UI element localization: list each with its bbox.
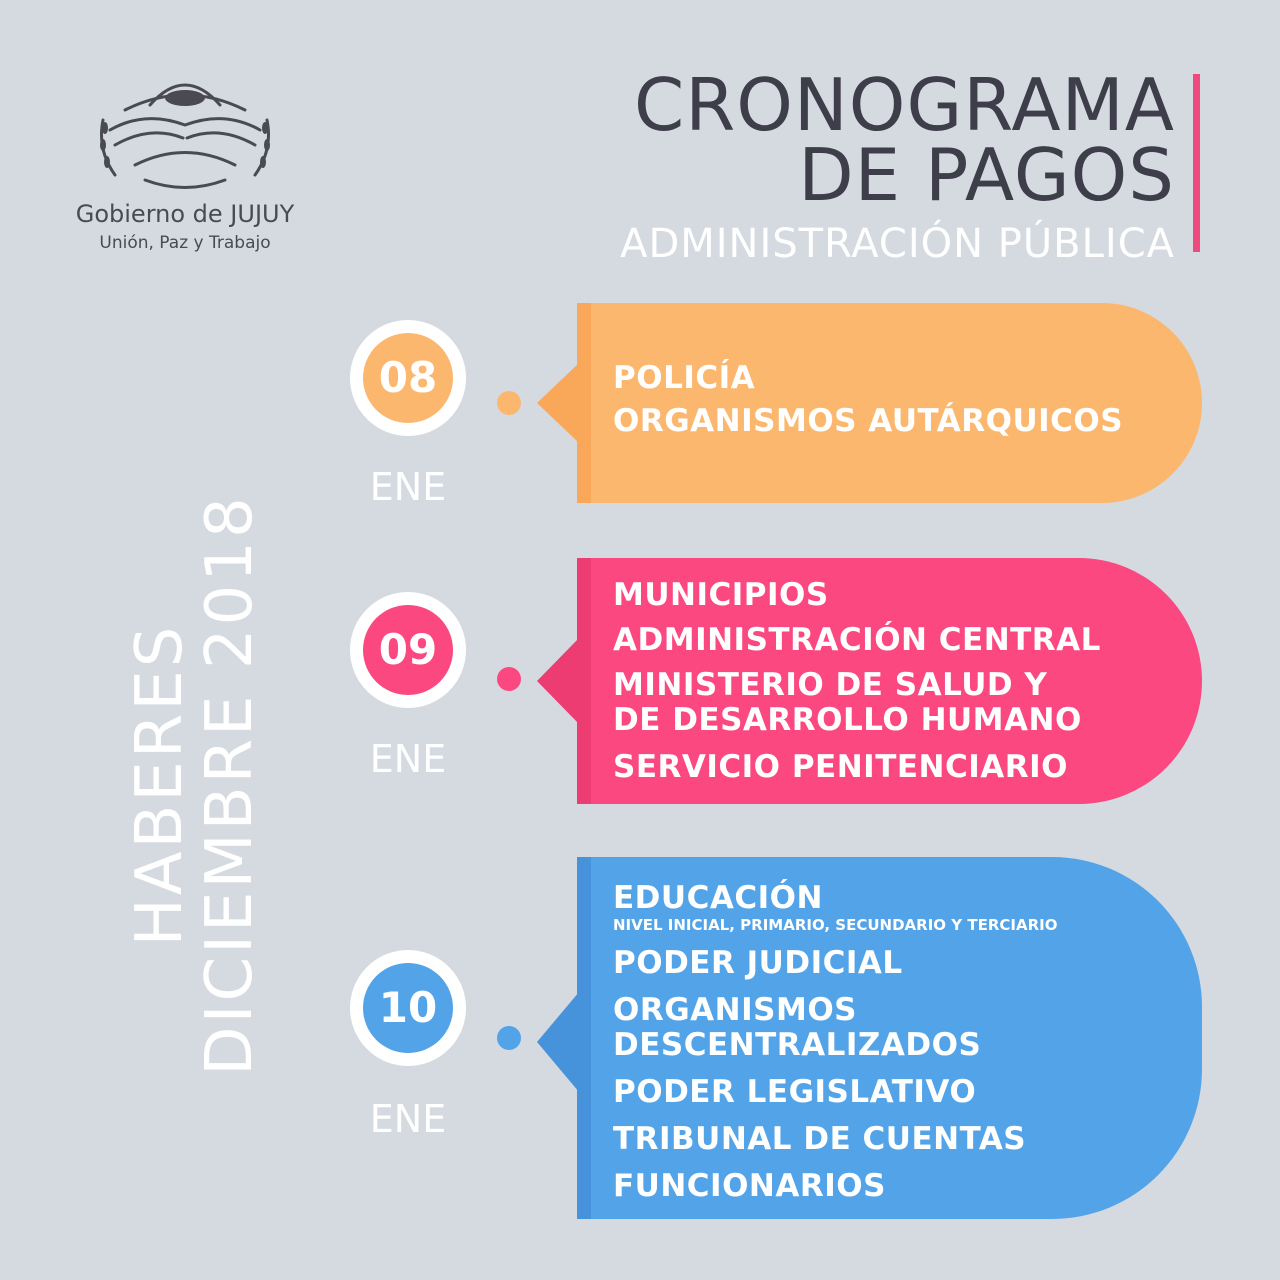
title-accent-bar — [1193, 74, 1200, 252]
handshake-emblem-icon — [95, 70, 275, 200]
list-item: MUNICIPIOS — [613, 577, 829, 613]
list-item: DE DESARROLLO HUMANO — [613, 702, 1082, 738]
date-circle-3 — [350, 950, 466, 1066]
list-item: DESCENTRALIZADOS — [613, 1027, 982, 1063]
schedule-card-3 — [577, 857, 1202, 1219]
card-items — [613, 361, 1162, 439]
month-label: ENE — [369, 465, 447, 509]
connector-dot — [497, 391, 521, 415]
card-stripe — [577, 558, 591, 804]
connector-dot — [497, 667, 521, 691]
schedule-card-1 — [577, 303, 1202, 503]
page-title-line2: DE PAGOS — [798, 133, 1175, 217]
list-item: SERVICIO PENITENCIARIO — [613, 749, 1069, 785]
card-stripe — [577, 857, 591, 1219]
day-number: 08 — [363, 333, 453, 423]
list-item: PODER JUDICIAL — [613, 945, 903, 981]
list-item: ADMINISTRACIÓN CENTRAL — [613, 622, 1101, 658]
card-stripe — [577, 303, 591, 503]
card-items — [613, 578, 1162, 785]
day-number: 09 — [363, 605, 453, 695]
list-item: ORGANISMOS — [613, 992, 857, 1028]
connector-dot — [497, 1026, 521, 1050]
list-item: FUNCIONARIOS — [613, 1168, 886, 1204]
month-label: ENE — [369, 1097, 447, 1141]
schedule-card-2 — [577, 558, 1202, 804]
logo-name: Gobierno de JUJUY — [75, 200, 295, 228]
card-pointer — [537, 363, 579, 443]
date-circle-1 — [350, 320, 466, 436]
list-item: POLICÍA — [613, 360, 756, 396]
list-item: PODER LEGISLATIVO — [613, 1074, 977, 1110]
month-label: ENE — [369, 737, 447, 781]
day-number: 10 — [363, 963, 453, 1053]
page-subtitle: ADMINISTRACIÓN PÚBLICA — [620, 221, 1175, 267]
page-title-line1: CRONOGRAMA — [633, 63, 1175, 147]
gobierno-logo — [40, 70, 330, 270]
list-item: MINISTERIO DE SALUD Y — [613, 667, 1048, 703]
list-item-detail: NIVEL INICIAL, PRIMARIO, SECUNDARIO Y TERCIARIO — [613, 916, 1058, 934]
list-item: EDUCACIÓN — [613, 880, 823, 916]
side-label-line2: DICIEMBRE 2018 — [193, 494, 267, 1076]
list-item: TRIBUNAL DE CUENTAS — [613, 1121, 1027, 1157]
title-block — [620, 63, 1175, 272]
logo-motto: Unión, Paz y Trabajo — [99, 233, 271, 253]
card-pointer — [537, 638, 579, 724]
side-label — [125, 435, 285, 1135]
side-label-line1: HABERES — [123, 623, 197, 947]
card-items — [613, 881, 1182, 1204]
card-pointer — [537, 992, 579, 1092]
date-circle-2 — [350, 592, 466, 708]
list-item: ORGANISMOS AUTÁRQUICOS — [613, 403, 1124, 439]
